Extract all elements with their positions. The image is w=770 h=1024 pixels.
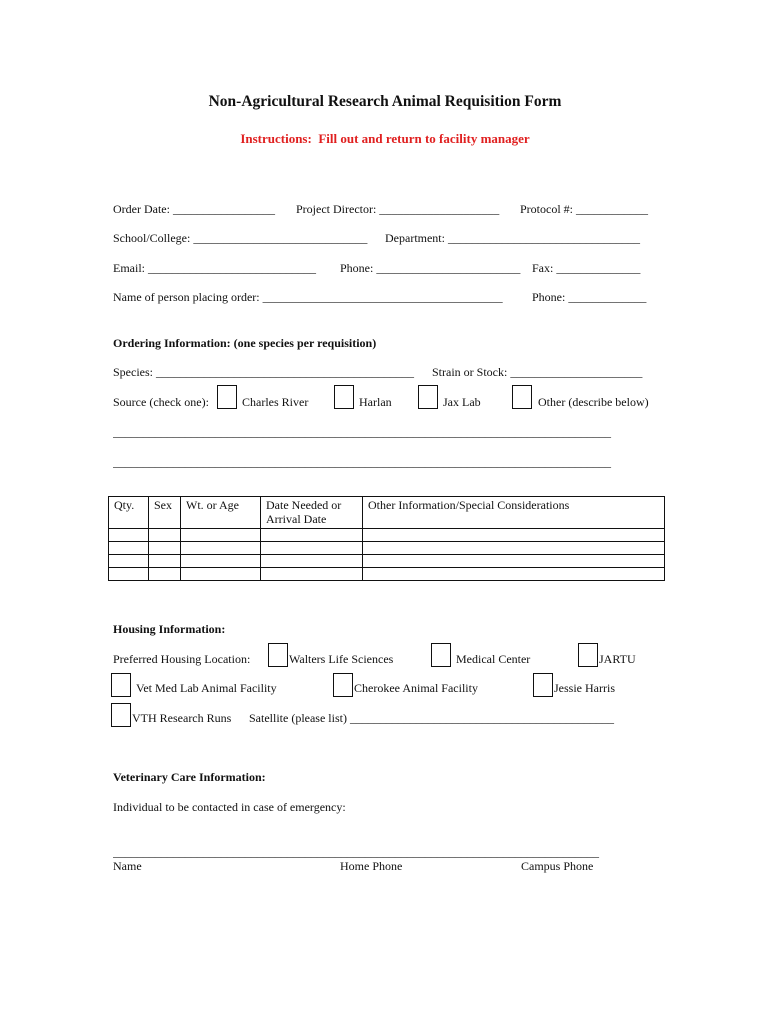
table-cell[interactable] (109, 568, 149, 581)
fax-field[interactable]: Fax: ______________ (532, 261, 641, 275)
campus-phone-caption: Campus Phone (521, 859, 594, 873)
emergency-contact-line[interactable]: _________________________________________________________________________________ (113, 845, 599, 859)
vet-care-heading: Veterinary Care Information: (113, 770, 266, 784)
strain-field[interactable]: Strain or Stock: ______________________ (432, 365, 643, 379)
table-cell[interactable] (363, 529, 665, 542)
project-director-field[interactable]: Project Director: ____________________ (296, 202, 500, 216)
housing-checkbox-cherokee[interactable] (333, 673, 353, 697)
ordering-info-heading: Ordering Information: (one species per requisition) (113, 336, 377, 350)
table-row (109, 529, 665, 542)
column-header-other-info: Other Information/Special Considerations (363, 497, 665, 529)
table-cell[interactable] (149, 529, 181, 542)
person-phone-field[interactable]: Phone: _____________ (532, 290, 647, 304)
housing-option-cherokee: Cherokee Animal Facility (354, 681, 478, 695)
describe-line-1[interactable]: ___________________________________________________________________________________ (113, 425, 611, 439)
table-header-row (109, 497, 665, 529)
table-cell[interactable] (181, 555, 261, 568)
person-placing-order-field[interactable]: Name of person placing order: ________________________________________ (113, 290, 503, 304)
housing-checkbox-jessie-harris[interactable] (533, 673, 553, 697)
animal-order-table (108, 496, 665, 581)
housing-checkbox-vet-med[interactable] (111, 673, 131, 697)
table-cell[interactable] (109, 529, 149, 542)
source-option-other: Other (describe below) (538, 395, 649, 409)
table-row (109, 542, 665, 555)
source-label: Source (check one): (113, 395, 209, 409)
table-cell[interactable] (149, 568, 181, 581)
instructions-text: Instructions: Fill out and return to facility manager (240, 131, 530, 146)
emergency-contact-label: Individual to be contacted in case of emergency: (113, 800, 346, 814)
species-field[interactable]: Species: ___________________________________________ (113, 365, 414, 379)
housing-option-jessie-harris: Jessie Harris (554, 681, 615, 695)
source-option-harlan: Harlan (359, 395, 392, 409)
housing-option-walters: Walters Life Sciences (289, 652, 394, 666)
table-cell[interactable] (181, 542, 261, 555)
housing-option-vet-med: Vet Med Lab Animal Facility (136, 681, 277, 695)
housing-option-medical-center: Medical Center (456, 652, 531, 666)
source-checkbox-jax-lab[interactable] (418, 385, 438, 409)
table-row (109, 555, 665, 568)
preferred-housing-label: Preferred Housing Location: (113, 652, 251, 666)
housing-checkbox-medical-center[interactable] (431, 643, 451, 667)
housing-option-vth: VTH Research Runs (132, 711, 232, 725)
column-header-qty: Qty. (109, 497, 149, 529)
form-title: Non-Agricultural Research Animal Requisition Form (208, 93, 562, 110)
table-cell[interactable] (181, 568, 261, 581)
housing-checkbox-vth[interactable] (111, 703, 131, 727)
phone-field[interactable]: Phone: ________________________ (340, 261, 521, 275)
source-option-jax-lab: Jax Lab (443, 395, 481, 409)
table-cell[interactable] (181, 529, 261, 542)
housing-checkbox-jartu[interactable] (578, 643, 598, 667)
describe-line-2[interactable]: ___________________________________________________________________________________ (113, 455, 611, 469)
table-cell[interactable] (149, 542, 181, 555)
table-cell[interactable] (363, 555, 665, 568)
table-cell[interactable] (149, 555, 181, 568)
source-checkbox-other[interactable] (512, 385, 532, 409)
table-cell[interactable] (261, 542, 363, 555)
housing-option-jartu: JARTU (599, 652, 636, 666)
table-cell[interactable] (363, 542, 665, 555)
table-cell[interactable] (109, 555, 149, 568)
table-cell[interactable] (363, 568, 665, 581)
housing-info-heading: Housing Information: (113, 622, 226, 636)
satellite-field[interactable]: Satellite (please list) ____________________________________________ (249, 711, 614, 725)
source-checkbox-charles-river[interactable] (217, 385, 237, 409)
email-field[interactable]: Email: ____________________________ (113, 261, 316, 275)
source-checkbox-harlan[interactable] (334, 385, 354, 409)
housing-checkbox-walters[interactable] (268, 643, 288, 667)
column-header-sex: Sex (149, 497, 181, 529)
table-cell[interactable] (261, 568, 363, 581)
table-cell[interactable] (109, 542, 149, 555)
table-cell[interactable] (261, 555, 363, 568)
column-header-date-needed: Date Needed or Arrival Date (261, 497, 363, 529)
school-college-field[interactable]: School/College: _____________________________ (113, 231, 368, 245)
protocol-field[interactable]: Protocol #: ____________ (520, 202, 648, 216)
source-option-charles-river: Charles River (242, 395, 309, 409)
column-header-wt-age: Wt. or Age (181, 497, 261, 529)
department-field[interactable]: Department: ________________________________ (385, 231, 640, 245)
home-phone-caption: Home Phone (340, 859, 403, 873)
name-caption: Name (113, 859, 142, 873)
order-date-field[interactable]: Order Date: _________________ (113, 202, 275, 216)
table-cell[interactable] (261, 529, 363, 542)
table-row (109, 568, 665, 581)
